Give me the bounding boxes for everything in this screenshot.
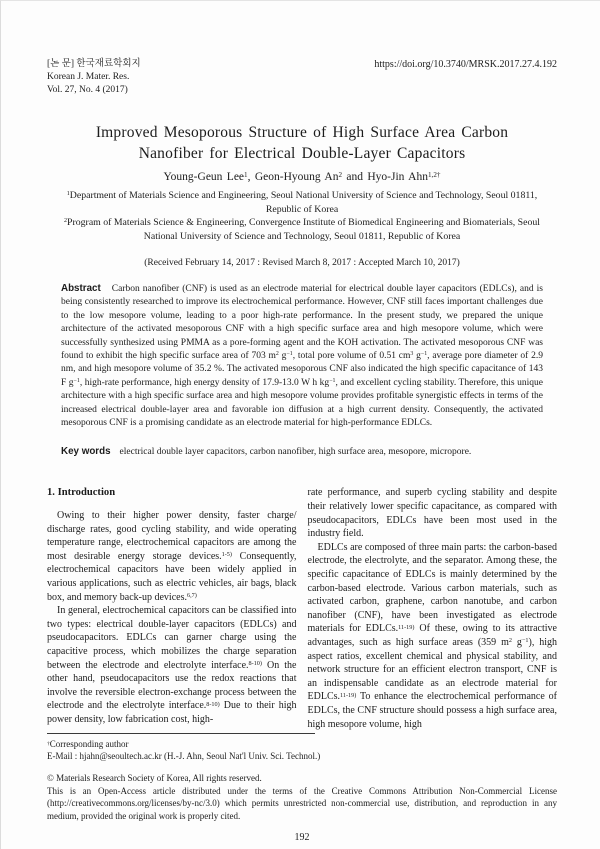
journal-info-block	[47, 58, 141, 97]
affiliations-block	[47, 189, 557, 243]
section-heading-introduction: 1. Introduction	[47, 487, 116, 499]
abstract-label: Abstract	[61, 283, 101, 294]
journal-name-english: Korean J. Mater. Res.	[47, 72, 130, 82]
journal-page	[1, 1, 600, 843]
received-revised-accepted-line: (Received February 14, 2017 : Revised March 8, 2017 : Accepted March 10, 2017)	[144, 258, 460, 268]
corresponding-author-line: †Corresponding author	[47, 739, 129, 750]
right-column	[308, 486, 558, 731]
copyright-line: © Materials Research Society of Korea, All rights reserved.	[47, 773, 262, 784]
authors-line: Young-Geun Lee$^1$, Geon-Hyoung An$^2$ and Hyo-Jin Ahn$^{1,2\dagger}$	[163, 170, 441, 183]
corresponding-email-line: E-Mail : hjahn@seoultech.ac.kr (H.-J. Ahn, Seoul Nat'l Univ. Sci. Technol.)	[47, 751, 321, 762]
article-title-line1: Improved Mesoporous Structure of High Surface Area Carbon	[95, 124, 509, 141]
body-columns	[47, 486, 557, 731]
body-paragraph: In general, electrochemical capacitors can be classified into two types: electrical double-layer capacitors (EDLCs) and pseudocapacitors. EDLCs can garner charge using the capacitive process, which mobilizes the charge separation between the electrode and electrolyte interface.$^{8-10)}$ On the other hand, pseudocapacitors use the redox reactions that involve the reversible electron-exchange process between the electrode and the electrolyte interface.$^{8-10)}$ Due to their high power density, low fabrication cost, high-	[47, 605, 297, 725]
affiliation-1: $^1$Department of Materials Science and Engineering, Seoul National University of Science and Technology, Seoul 01811, Republic of Korea	[66, 190, 538, 215]
keywords-text: electrical double layer capacitors, carbon nanofiber, high surface area, mesopore, micropore.	[119, 447, 472, 458]
left-column	[47, 486, 297, 731]
journal-volume-line: Vol. 27, No. 4 (2017)	[47, 85, 128, 95]
page-number: 192	[294, 831, 310, 843]
article-title	[47, 122, 557, 164]
body-paragraph: EDLCs are composed of three main parts: the carbon-based electrode, the electrolyte, and the separator. Among these, the specific capacitance of EDLCs is mainly determined by the carbon-based electrode. Various carbon materials, such as activated carbon, graphene, carbon nanotube, and carbon nanofiber (CNF), have been investigated as electrode materials for EDLCs.$^{11-19)}$ Of these, owing to its attractive advantages, such as high surface areas (359 $m^2$ $g^{-1}$), high aspect ratios, excellent chemical and physical stability, and network structure for an efficient electron transport, CNF is an indispensable candidate as an electrode material for EDLCs.$^{11-19)}$ To enhance the electrochemical performance of EDLCs, the CNF structure should possess a high surface area, high mesopore volume, high	[307, 541, 558, 730]
keywords-label: Key words	[61, 446, 111, 458]
page-header	[47, 58, 557, 97]
open-access-license-text: This is an Open-Access article distributed under the terms of the Creative Commons Attribution Non-Commercial License (http://creativecommons.org/licenses/by-nc/3.0) which permits unrestricted non-commercial use, distribution, and reproduction in any medium, provided the original work is properly cited.	[47, 785, 557, 821]
copyright-block	[47, 772, 557, 822]
keywords-line	[61, 445, 543, 459]
doi-text: https://doi.org/10.3740/MRSK.2017.27.4.192	[374, 59, 557, 70]
abstract-paragraph	[61, 282, 543, 430]
body-paragraph: Owing to their higher power density, faster charge/ discharge rates, good cycling stability, and wide operating temperature range, electrochemical capacitors are among the most desirable energy storage devices.$^{1-5)}$ Consequently, electrochemical capacitors have been widely applied in various applications, such as electric vehicles, air bags, black box, and memory back-up devices.$^{6,7)}$	[47, 510, 297, 603]
corresponding-author-footnote	[47, 733, 557, 762]
body-paragraph: rate performance, and superb cycling stability and despite their relatively lower specific capacitance, as compared with pseudocapacitors, EDLCs have been most used in the industry field.	[307, 487, 557, 540]
affiliation-2: $^2$Program of Materials Science & Engineering, Convergence Institute of Biomedical Engineering and Biomaterials, Seoul National University of Science and Technology, Seoul 01811, Republic of Korea	[64, 217, 540, 242]
article-title-line2: Nanofiber for Electrical Double-Layer Capacitors	[138, 145, 466, 162]
footnote-rule	[47, 733, 315, 734]
journal-name-korean: [논 문] 한국재료학회지	[47, 59, 141, 69]
abstract-text: Carbon nanofiber (CNF) is used as an electrode material for electrical double layer capacitors (EDLCs), and is being consistently researched to improve its electrochemical performance. However, CNF still faces important challenges due to the low mesopore volume, leading to a poor high-rate performance. In the present study, we prepared the unique architecture of the activated mesoporous CNF with a high specific surface area and high mesopore volume, which were successfully synthesized using PMMA as a pore-forming agent and the KOH activation. The activated mesoporous CNF was found to exhibit the high specific surface area of 703 $m^2$ $g^{-1}$, total pore volume of 0.51 $cm^3$ $g^{-1}$, average pore diameter of 2.9 nm, and high mesopore volume of 35.2 %. The activated mesoporous CNF also indicated the high specific capacitance of 143 F $g^{-1}$, high-rate performance, high energy density of 17.9-13.0 W h $kg^{-1}$, and excellent cycling stability. Therefore, this unique architecture with a high specific surface area and high mesopore volume provides profitable synergistic effects in terms of the increased electrical double-layer area and favorable ion diffusion at a high current density. Consequently, the activated mesoporous CNF is a promising candidate as an electrode material for high-performance EDLCs.	[61, 284, 544, 429]
